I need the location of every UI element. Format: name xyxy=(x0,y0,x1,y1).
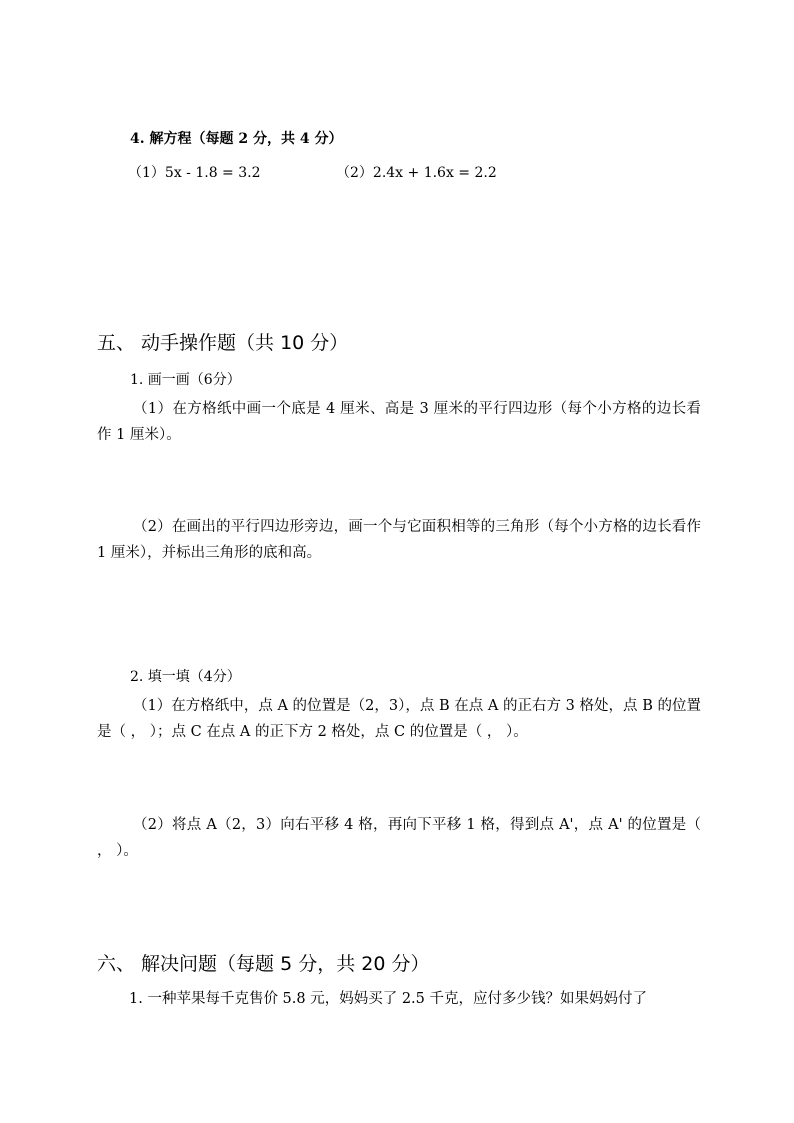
draw-subsection-title: 1. 画一画（6分） xyxy=(130,372,241,388)
equation-1: （1）5x - 1.8 = 3.2 xyxy=(128,165,261,181)
fill-item-1: （1）在方格纸中，点 A 的位置是（2，3），点 B 在点 A 的正右方 3 格处，点 B 的位置是（ ， ）；点 C 在点 A 的正下方 2 格处，点 C 的位置是（ ， ）。 xyxy=(97,698,701,740)
section-6-title: 六、 解决问题（每题 5 分，共 20 分） xyxy=(97,953,430,975)
equation-2: （2）2.4x + 1.6x = 2.2 xyxy=(336,165,497,181)
problem-1: 1. 一种苹果每千克售价 5.8 元，妈妈买了 2.5 千克，应付多少钱？如果妈妈付了 xyxy=(129,991,647,1007)
question-4-title: 4. 解方程（每题 2 分，共 4 分） xyxy=(130,131,343,147)
draw-item-2: （2）在画出的平行四边形旁边，画一个与它面积相等的三角形（每个小方格的边长看作 1 厘米），并标出三角形的底和高。 xyxy=(97,519,701,561)
section-5-title: 五、 动手操作题（共 10 分） xyxy=(97,332,349,354)
draw-item-1: （1）在方格纸中画一个底是 4 厘米、高是 3 厘米的平行四边形（每个小方格的边长看作 1 厘米）。 xyxy=(97,401,701,443)
fill-subsection-title: 2. 填一填（4分） xyxy=(130,669,241,685)
fill-item-2: （2）将点 A（2，3）向右平移 4 格，再向下平移 1 格，得到点 A'，点 A' 的位置是（ ， ）。 xyxy=(97,817,701,859)
